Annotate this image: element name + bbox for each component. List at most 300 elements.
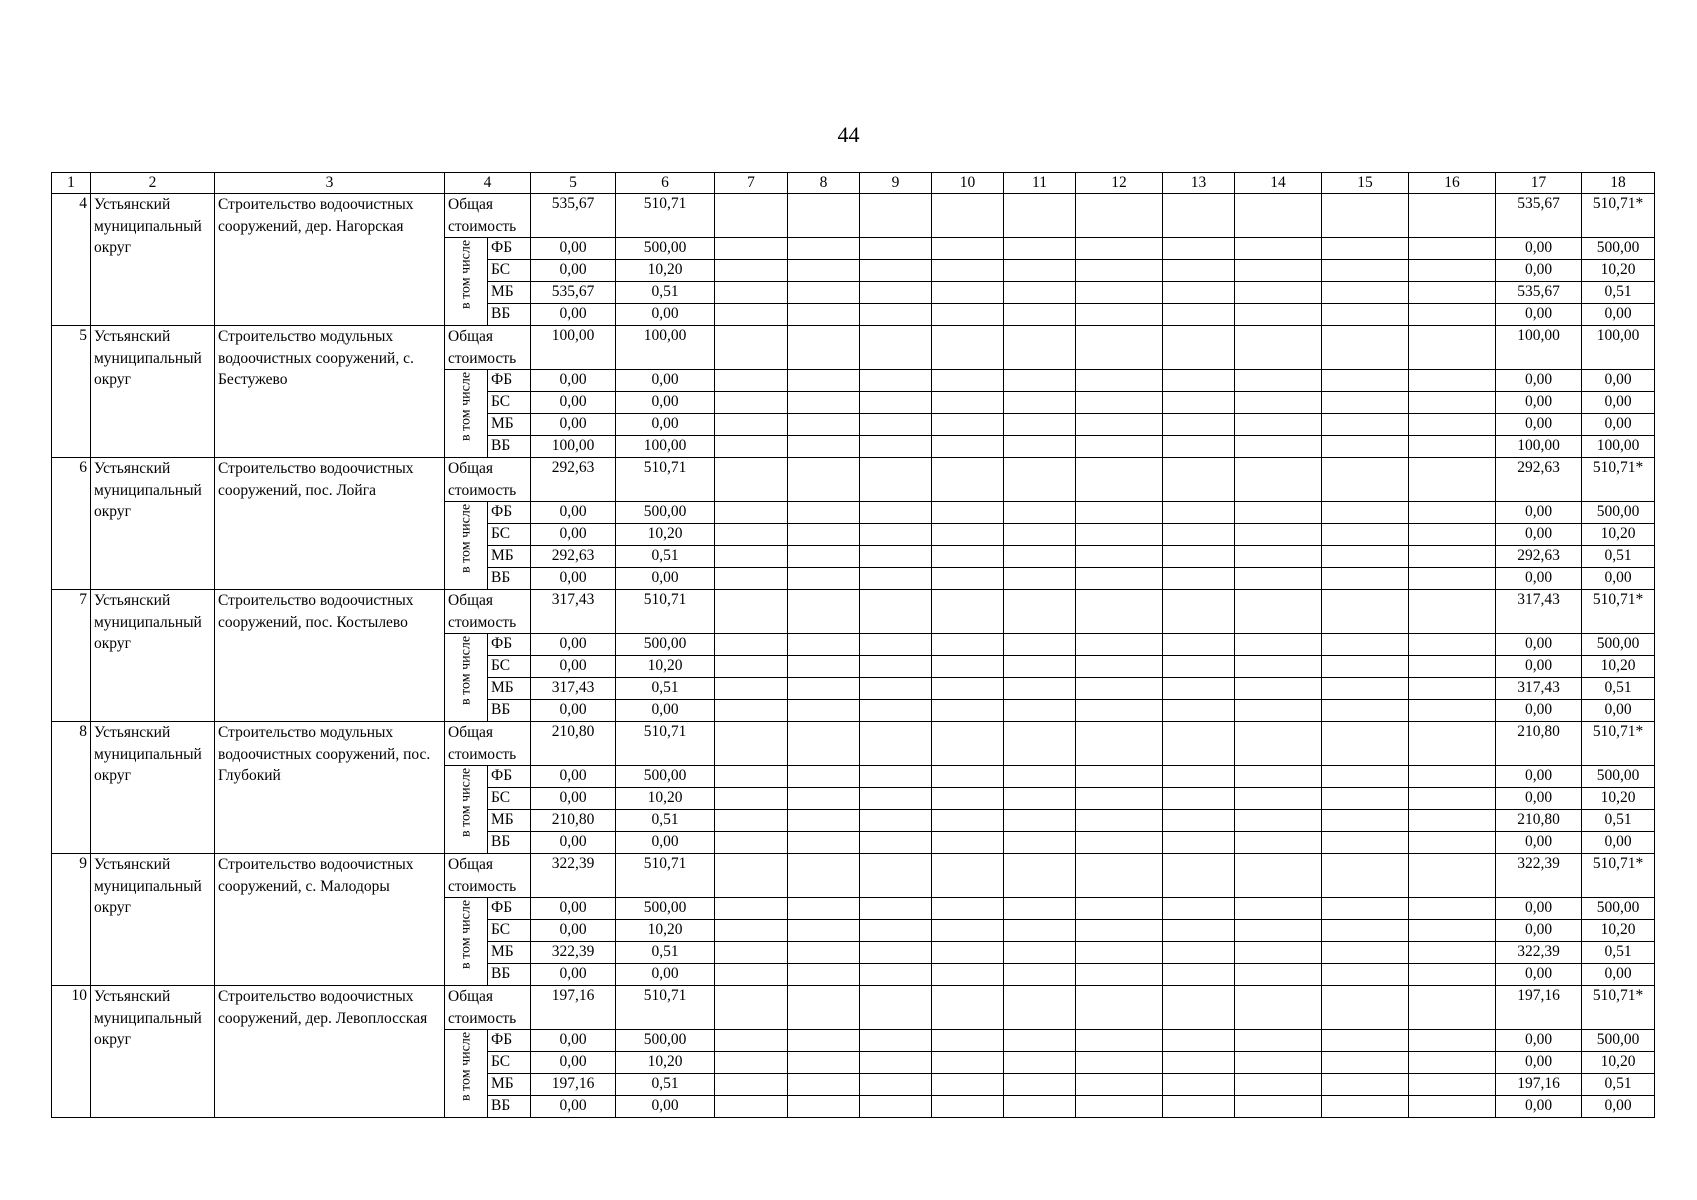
empty-cell [932,260,1004,282]
value-cell: 500,00 [1582,238,1655,260]
empty-cell [1004,1096,1076,1118]
value-cell: 10,20 [1582,524,1655,546]
source-label: БС [488,788,531,810]
empty-cell [1235,986,1322,1030]
empty-cell [1004,326,1076,370]
value-cell: 317,43 [1496,678,1582,700]
value-cell: 317,43 [531,678,616,700]
value-cell: 0,00 [616,1096,715,1118]
empty-cell [932,634,1004,656]
empty-cell [1076,942,1163,964]
empty-cell [1076,392,1163,414]
empty-cell [1004,524,1076,546]
empty-cell [1004,414,1076,436]
empty-cell [932,568,1004,590]
empty-cell [1322,1052,1409,1074]
district-cell: Устьянский муниципальный округ [91,722,215,854]
empty-cell [1076,194,1163,238]
row-number: 8 [52,722,91,854]
empty-cell [1235,898,1322,920]
value-cell: 0,00 [1582,392,1655,414]
empty-cell [932,1052,1004,1074]
empty-cell [1409,898,1496,920]
empty-cell [1235,854,1322,898]
empty-cell [788,1030,860,1052]
empty-cell [788,832,860,854]
empty-cell [1235,722,1322,766]
empty-cell [1076,964,1163,986]
value-cell: 0,00 [616,964,715,986]
empty-cell [1235,194,1322,238]
empty-cell [860,986,932,1030]
value-cell: 0,00 [531,1030,616,1052]
row-number: 7 [52,590,91,722]
value-cell: 0,00 [531,832,616,854]
value-cell: 510,71* [1582,722,1655,766]
value-cell: 500,00 [1582,1030,1655,1052]
empty-cell [1322,898,1409,920]
value-cell: 510,71* [1582,590,1655,634]
empty-cell [1163,942,1235,964]
column-header: 1 [52,173,91,194]
empty-cell [1235,920,1322,942]
value-cell: 0,00 [616,832,715,854]
source-label: МБ [488,282,531,304]
empty-cell [1235,546,1322,568]
empty-cell [715,370,788,392]
value-cell: 292,63 [1496,458,1582,502]
total-label: Общая стоимость [445,722,531,766]
source-label: МБ [488,942,531,964]
empty-cell [1076,524,1163,546]
empty-cell [788,986,860,1030]
empty-cell [1235,370,1322,392]
source-label: МБ [488,678,531,700]
empty-cell [860,282,932,304]
including-text: в том числе [458,503,474,573]
value-cell: 500,00 [616,898,715,920]
value-cell: 0,00 [1496,964,1582,986]
empty-cell [1409,436,1496,458]
table-row [52,854,1655,898]
source-label: ВБ [488,964,531,986]
empty-cell [1235,414,1322,436]
empty-cell [932,898,1004,920]
value-cell: 500,00 [1582,898,1655,920]
empty-cell [1076,898,1163,920]
value-cell: 0,00 [1496,656,1582,678]
empty-cell [1235,942,1322,964]
empty-cell [1322,414,1409,436]
value-cell: 197,16 [531,986,616,1030]
empty-cell [860,194,932,238]
empty-cell [860,810,932,832]
value-cell: 10,20 [1582,920,1655,942]
value-cell: 0,00 [531,502,616,524]
empty-cell [715,634,788,656]
value-cell: 210,80 [1496,722,1582,766]
value-cell: 0,00 [1582,964,1655,986]
empty-cell [1163,1052,1235,1074]
empty-cell [1163,788,1235,810]
empty-cell [1235,238,1322,260]
district-cell: Устьянский муниципальный округ [91,854,215,986]
empty-cell [788,920,860,942]
value-cell: 510,71* [1582,194,1655,238]
value-cell: 510,71* [1582,854,1655,898]
value-cell: 0,51 [1582,282,1655,304]
empty-cell [715,1074,788,1096]
source-label: БС [488,1052,531,1074]
object-cell: Строительство модульных водоочистных сооружений, пос. Глубокий [215,722,445,854]
empty-cell [788,1052,860,1074]
empty-cell [1322,260,1409,282]
object-cell: Строительство водоочистных сооружений, дер. Левоплосская [215,986,445,1118]
value-cell: 10,20 [1582,788,1655,810]
empty-cell [1235,1096,1322,1118]
value-cell: 0,00 [1496,634,1582,656]
value-cell: 10,20 [616,524,715,546]
value-cell: 510,71* [1582,986,1655,1030]
empty-cell [1163,524,1235,546]
empty-cell [1163,260,1235,282]
object-cell: Строительство водоочистных сооружений, пос. Лойга [215,458,445,590]
empty-cell [788,546,860,568]
source-label: БС [488,920,531,942]
value-cell: 0,00 [531,1096,616,1118]
district-cell: Устьянский муниципальный округ [91,194,215,326]
empty-cell [1322,326,1409,370]
empty-cell [1409,722,1496,766]
empty-cell [1076,414,1163,436]
empty-cell [1076,656,1163,678]
empty-cell [715,194,788,238]
including-text: в том числе [458,371,474,441]
empty-cell [1004,1074,1076,1096]
source-label: ФБ [488,1030,531,1052]
value-cell: 0,00 [531,656,616,678]
empty-cell [1409,832,1496,854]
empty-cell [1235,788,1322,810]
empty-cell [1409,964,1496,986]
value-cell: 292,63 [531,458,616,502]
value-cell: 0,00 [1582,370,1655,392]
empty-cell [1409,920,1496,942]
empty-cell [1163,370,1235,392]
value-cell: 0,51 [1582,546,1655,568]
empty-cell [1409,656,1496,678]
empty-cell [715,854,788,898]
empty-cell [1076,260,1163,282]
value-cell: 210,80 [531,810,616,832]
object-cell: Строительство водоочистных сооружений, с. Малодоры [215,854,445,986]
empty-cell [1163,590,1235,634]
empty-cell [1163,634,1235,656]
empty-cell [1004,590,1076,634]
empty-cell [1235,1074,1322,1096]
empty-cell [1076,854,1163,898]
empty-cell [1004,788,1076,810]
source-label: ВБ [488,700,531,722]
value-cell: 100,00 [1496,326,1582,370]
value-cell: 0,00 [1496,392,1582,414]
empty-cell [1409,524,1496,546]
empty-cell [1076,810,1163,832]
value-cell: 0,51 [616,1074,715,1096]
empty-cell [860,414,932,436]
empty-cell [1409,502,1496,524]
district-cell: Устьянский муниципальный округ [91,590,215,722]
value-cell: 535,67 [531,282,616,304]
empty-cell [860,854,932,898]
empty-cell [1004,546,1076,568]
empty-cell [1004,942,1076,964]
value-cell: 292,63 [531,546,616,568]
empty-cell [1004,678,1076,700]
value-cell: 0,00 [1496,1096,1582,1118]
column-header: 12 [1076,173,1163,194]
empty-cell [1235,766,1322,788]
empty-cell [1076,370,1163,392]
empty-cell [932,964,1004,986]
empty-cell [1235,678,1322,700]
empty-cell [715,700,788,722]
empty-cell [932,282,1004,304]
column-header: 5 [531,173,616,194]
empty-cell [1235,524,1322,546]
empty-cell [1235,392,1322,414]
empty-cell [860,766,932,788]
empty-cell [1163,436,1235,458]
value-cell: 0,51 [616,942,715,964]
empty-cell [1004,964,1076,986]
empty-cell [1409,766,1496,788]
value-cell: 0,00 [1496,920,1582,942]
value-cell: 100,00 [1582,326,1655,370]
empty-cell [1004,810,1076,832]
empty-cell [860,304,932,326]
value-cell: 10,20 [616,656,715,678]
column-header: 14 [1235,173,1322,194]
value-cell: 510,71 [616,722,715,766]
empty-cell [1004,832,1076,854]
object-cell: Строительство модульных водоочистных сооружений, с. Бестужево [215,326,445,458]
value-cell: 322,39 [531,942,616,964]
empty-cell [788,678,860,700]
value-cell: 500,00 [616,502,715,524]
empty-cell [1163,392,1235,414]
empty-cell [1322,304,1409,326]
empty-cell [1076,238,1163,260]
empty-cell [1322,1030,1409,1052]
empty-cell [788,282,860,304]
value-cell: 0,00 [616,304,715,326]
value-cell: 0,51 [616,810,715,832]
empty-cell [1076,502,1163,524]
value-cell: 0,00 [531,700,616,722]
value-cell: 0,00 [531,920,616,942]
value-cell: 0,00 [531,568,616,590]
empty-cell [860,436,932,458]
empty-cell [1409,326,1496,370]
empty-cell [1409,414,1496,436]
empty-cell [1163,326,1235,370]
column-header: 2 [91,173,215,194]
empty-cell [1076,700,1163,722]
header-row [52,173,1655,194]
empty-cell [1004,1052,1076,1074]
source-label: МБ [488,810,531,832]
source-label: БС [488,392,531,414]
empty-cell [1322,964,1409,986]
empty-cell [1235,282,1322,304]
empty-cell [715,568,788,590]
value-cell: 0,00 [531,788,616,810]
object-cell: Строительство водоочистных сооружений, дер. Нагорская [215,194,445,326]
empty-cell [932,788,1004,810]
source-label: ФБ [488,898,531,920]
value-cell: 0,00 [1496,414,1582,436]
empty-cell [788,524,860,546]
total-label: Общая стоимость [445,326,531,370]
source-label: МБ [488,546,531,568]
district-cell: Устьянский муниципальный округ [91,458,215,590]
value-cell: 510,71 [616,590,715,634]
empty-cell [1076,282,1163,304]
including-label [445,1030,488,1118]
value-cell: 100,00 [531,326,616,370]
empty-cell [788,392,860,414]
empty-cell [1322,238,1409,260]
value-cell: 197,16 [1496,986,1582,1030]
empty-cell [860,1052,932,1074]
empty-cell [1409,546,1496,568]
including-label [445,898,488,986]
value-cell: 0,00 [531,898,616,920]
empty-cell [788,194,860,238]
value-cell: 535,67 [1496,194,1582,238]
empty-cell [715,414,788,436]
table-row [52,590,1655,634]
empty-cell [1235,634,1322,656]
empty-cell [1322,524,1409,546]
row-number: 5 [52,326,91,458]
empty-cell [1163,700,1235,722]
empty-cell [1004,656,1076,678]
empty-cell [788,1096,860,1118]
empty-cell [715,524,788,546]
empty-cell [715,722,788,766]
value-cell: 510,71 [616,986,715,1030]
row-number: 4 [52,194,91,326]
value-cell: 0,51 [1582,1074,1655,1096]
empty-cell [788,414,860,436]
empty-cell [1322,700,1409,722]
empty-cell [1322,810,1409,832]
empty-cell [932,920,1004,942]
value-cell: 0,00 [616,392,715,414]
empty-cell [1163,502,1235,524]
empty-cell [1322,854,1409,898]
total-label: Общая стоимость [445,194,531,238]
empty-cell [788,590,860,634]
empty-cell [860,524,932,546]
value-cell: 0,51 [616,678,715,700]
empty-cell [1322,656,1409,678]
empty-cell [1076,1052,1163,1074]
value-cell: 500,00 [1582,634,1655,656]
value-cell: 0,00 [1582,568,1655,590]
empty-cell [715,1096,788,1118]
value-cell: 0,51 [616,282,715,304]
empty-cell [860,458,932,502]
empty-cell [1235,832,1322,854]
value-cell: 0,00 [1496,700,1582,722]
value-cell: 0,00 [1496,524,1582,546]
empty-cell [1163,810,1235,832]
budget-table [51,172,1655,1118]
empty-cell [932,700,1004,722]
empty-cell [1235,1030,1322,1052]
empty-cell [1004,238,1076,260]
empty-cell [715,304,788,326]
empty-cell [1163,832,1235,854]
value-cell: 0,00 [531,414,616,436]
empty-cell [788,502,860,524]
empty-cell [1076,436,1163,458]
column-header: 17 [1496,173,1582,194]
empty-cell [932,810,1004,832]
empty-cell [1235,656,1322,678]
empty-cell [932,590,1004,634]
empty-cell [788,1074,860,1096]
source-label: МБ [488,1074,531,1096]
empty-cell [932,986,1004,1030]
value-cell: 10,20 [1582,260,1655,282]
empty-cell [788,370,860,392]
empty-cell [1409,194,1496,238]
empty-cell [860,964,932,986]
source-label: БС [488,524,531,546]
value-cell: 500,00 [616,634,715,656]
value-cell: 100,00 [1496,436,1582,458]
empty-cell [788,634,860,656]
value-cell: 500,00 [1582,502,1655,524]
empty-cell [1322,546,1409,568]
empty-cell [1409,260,1496,282]
empty-cell [1076,326,1163,370]
including-text: в том числе [458,767,474,837]
empty-cell [715,964,788,986]
empty-cell [715,832,788,854]
empty-cell [1163,1030,1235,1052]
empty-cell [1163,766,1235,788]
table-row [52,194,1655,238]
empty-cell [1235,1052,1322,1074]
total-label: Общая стоимость [445,458,531,502]
including-text: в том числе [458,635,474,705]
value-cell: 510,71 [616,458,715,502]
including-label [445,502,488,590]
row-number: 9 [52,854,91,986]
empty-cell [1409,568,1496,590]
empty-cell [1322,282,1409,304]
empty-cell [860,392,932,414]
empty-cell [1409,392,1496,414]
empty-cell [1163,678,1235,700]
empty-cell [1163,920,1235,942]
value-cell: 0,00 [1496,1052,1582,1074]
